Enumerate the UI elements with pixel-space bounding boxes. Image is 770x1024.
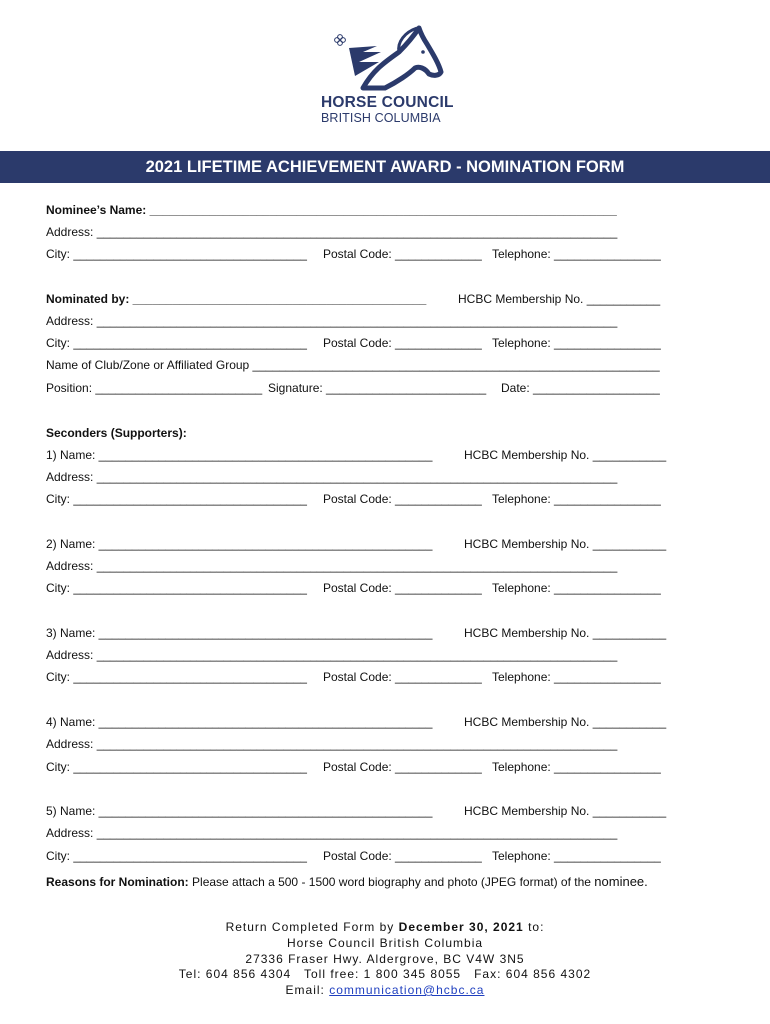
seconder-5-membership-field[interactable]: HCBC Membership No. ___________	[464, 804, 667, 818]
seconder-1-membership-field[interactable]: HCBC Membership No. ___________	[464, 448, 667, 462]
hcbc-logo	[315, 22, 455, 126]
seconder-4-name-row	[46, 715, 686, 731]
nominator-address-field[interactable]: Address: ______________________________________________________________________________	[46, 314, 618, 328]
form-title-banner: 2021 LIFETIME ACHIEVEMENT AWARD - NOMINATION FORM	[0, 151, 770, 183]
nominee-telephone-field[interactable]: Telephone: ________________	[492, 247, 661, 261]
email-label: Email:	[285, 983, 325, 997]
flower-icon	[335, 35, 346, 46]
nominator-telephone-field[interactable]: Telephone: ________________	[492, 336, 661, 350]
seconder-5-postal-field[interactable]: Postal Code: _____________	[323, 849, 482, 863]
seconder-1-city-field[interactable]: City: ___________________________________	[46, 492, 307, 506]
seconder-5-name-row	[46, 804, 686, 820]
seconder-1-telephone-field[interactable]: Telephone: ________________	[492, 492, 661, 506]
seconder-1-postal-field[interactable]: Postal Code: _____________	[323, 492, 482, 506]
seconder-1-address-field[interactable]: Address: ______________________________________________________________________________	[46, 470, 618, 484]
nominator-city-field[interactable]: City: ___________________________________	[46, 336, 307, 350]
return-prefix: Return Completed Form by	[225, 920, 395, 934]
nominator-postal-field[interactable]: Postal Code: _____________	[323, 336, 482, 350]
nominator-position-field[interactable]: Position: _________________________	[46, 381, 263, 395]
org-name-line1: HORSE COUNCIL	[321, 94, 454, 111]
nominee-city-row	[46, 247, 686, 263]
seconder-3-city-field[interactable]: City: ___________________________________	[46, 670, 307, 684]
seconder-4-city-field[interactable]: City: ___________________________________	[46, 760, 307, 774]
nominee-postal-field[interactable]: Postal Code: _____________	[323, 247, 482, 261]
seconder-4-membership-field[interactable]: HCBC Membership No. ___________	[464, 715, 667, 729]
seconder-4-postal-field[interactable]: Postal Code: _____________	[323, 760, 482, 774]
nominator-membership-field[interactable]: HCBC Membership No. ___________	[458, 292, 661, 306]
nominator-name-row	[46, 292, 686, 308]
nominee-city-field[interactable]: City: ___________________________________	[46, 247, 307, 261]
org-name-line2: BRITISH COLUMBIA	[321, 111, 441, 125]
seconder-2-membership-field[interactable]: HCBC Membership No. ___________	[464, 537, 667, 551]
nominator-signature-field[interactable]: Signature: ________________________	[268, 381, 487, 395]
return-suffix: to:	[528, 920, 545, 934]
seconder-3-membership-field[interactable]: HCBC Membership No. ___________	[464, 626, 667, 640]
contact-org: Horse Council British Columbia	[286, 936, 484, 950]
seconder-3-name-field[interactable]: 3) Name: __________________________________________________	[46, 626, 433, 640]
seconder-4-telephone-field[interactable]: Telephone: ________________	[492, 760, 661, 774]
seconder-1-city-row	[46, 492, 686, 508]
seconder-5-city-row	[46, 849, 686, 865]
seconder-2-name-row	[46, 537, 686, 553]
nominator-city-row	[46, 336, 686, 352]
seconder-3-address-field[interactable]: Address: ______________________________________________________________________________	[46, 648, 618, 662]
seconders-heading: Seconders (Supporters):	[46, 426, 187, 440]
seconder-1-name-field[interactable]: 1) Name: __________________________________________________	[46, 448, 433, 462]
seconder-4-name-field[interactable]: 4) Name: __________________________________________________	[46, 715, 433, 729]
seconder-3-telephone-field[interactable]: Telephone: ________________	[492, 670, 661, 684]
contact-email-row	[0, 982, 770, 998]
seconder-2-address-field[interactable]: Address: ______________________________________________________________________________	[46, 559, 618, 573]
horse-head-logo	[315, 22, 455, 94]
seconder-3-city-row	[46, 670, 686, 686]
return-deadline: December 30, 2021	[398, 920, 524, 934]
seconder-5-telephone-field[interactable]: Telephone: ________________	[492, 849, 661, 863]
seconder-2-name-field[interactable]: 2) Name: __________________________________________________	[46, 537, 433, 551]
seconder-5-address-field[interactable]: Address: ______________________________________________________________________________	[46, 826, 618, 840]
nominator-date-field[interactable]: Date: ___________________	[501, 381, 660, 395]
seconder-5-city-field[interactable]: City: ___________________________________	[46, 849, 307, 863]
reasons-last-word: nominee.	[594, 874, 648, 889]
email-link[interactable]: communication@hcbc.ca	[329, 983, 485, 997]
seconder-2-city-field[interactable]: City: ___________________________________	[46, 581, 307, 595]
seconder-5-name-field[interactable]: 5) Name: __________________________________________________	[46, 804, 433, 818]
seconder-4-address-field[interactable]: Address: ______________________________________________________________________________	[46, 737, 618, 751]
seconder-2-city-row	[46, 581, 686, 597]
nominator-club-field[interactable]: Name of Club/Zone or Affiliated Group _____________________________________________________________	[46, 358, 660, 372]
seconder-3-name-row	[46, 626, 686, 642]
seconder-4-city-row	[46, 760, 686, 776]
contact-address: 27336 Fraser Hwy. Aldergrove, BC V4W 3N5	[245, 952, 525, 966]
reasons-text: Please attach a 500 - 1500 word biography and photo (JPEG format) of the	[192, 875, 591, 889]
nominator-name-field[interactable]: Nominated by: ____________________________________________	[46, 292, 427, 306]
reasons-label: Reasons for Nomination:	[46, 875, 189, 889]
nominee-address-field[interactable]: Address: ______________________________________________________________________________	[46, 225, 618, 239]
reasons-for-nomination	[46, 874, 648, 889]
seconder-3-postal-field[interactable]: Postal Code: _____________	[323, 670, 482, 684]
seconder-1-name-row	[46, 448, 686, 464]
nominator-position-row	[46, 381, 686, 397]
seconder-2-telephone-field[interactable]: Telephone: ________________	[492, 581, 661, 595]
return-instructions	[0, 919, 770, 935]
seconder-2-postal-field[interactable]: Postal Code: _____________	[323, 581, 482, 595]
contact-phones: Tel: 604 856 4304 Toll free: 1 800 345 8055 Fax: 604 856 4302	[178, 967, 592, 981]
nominee-name-field[interactable]: Nominee’s Name: ______________________________________________________________________	[46, 203, 617, 217]
